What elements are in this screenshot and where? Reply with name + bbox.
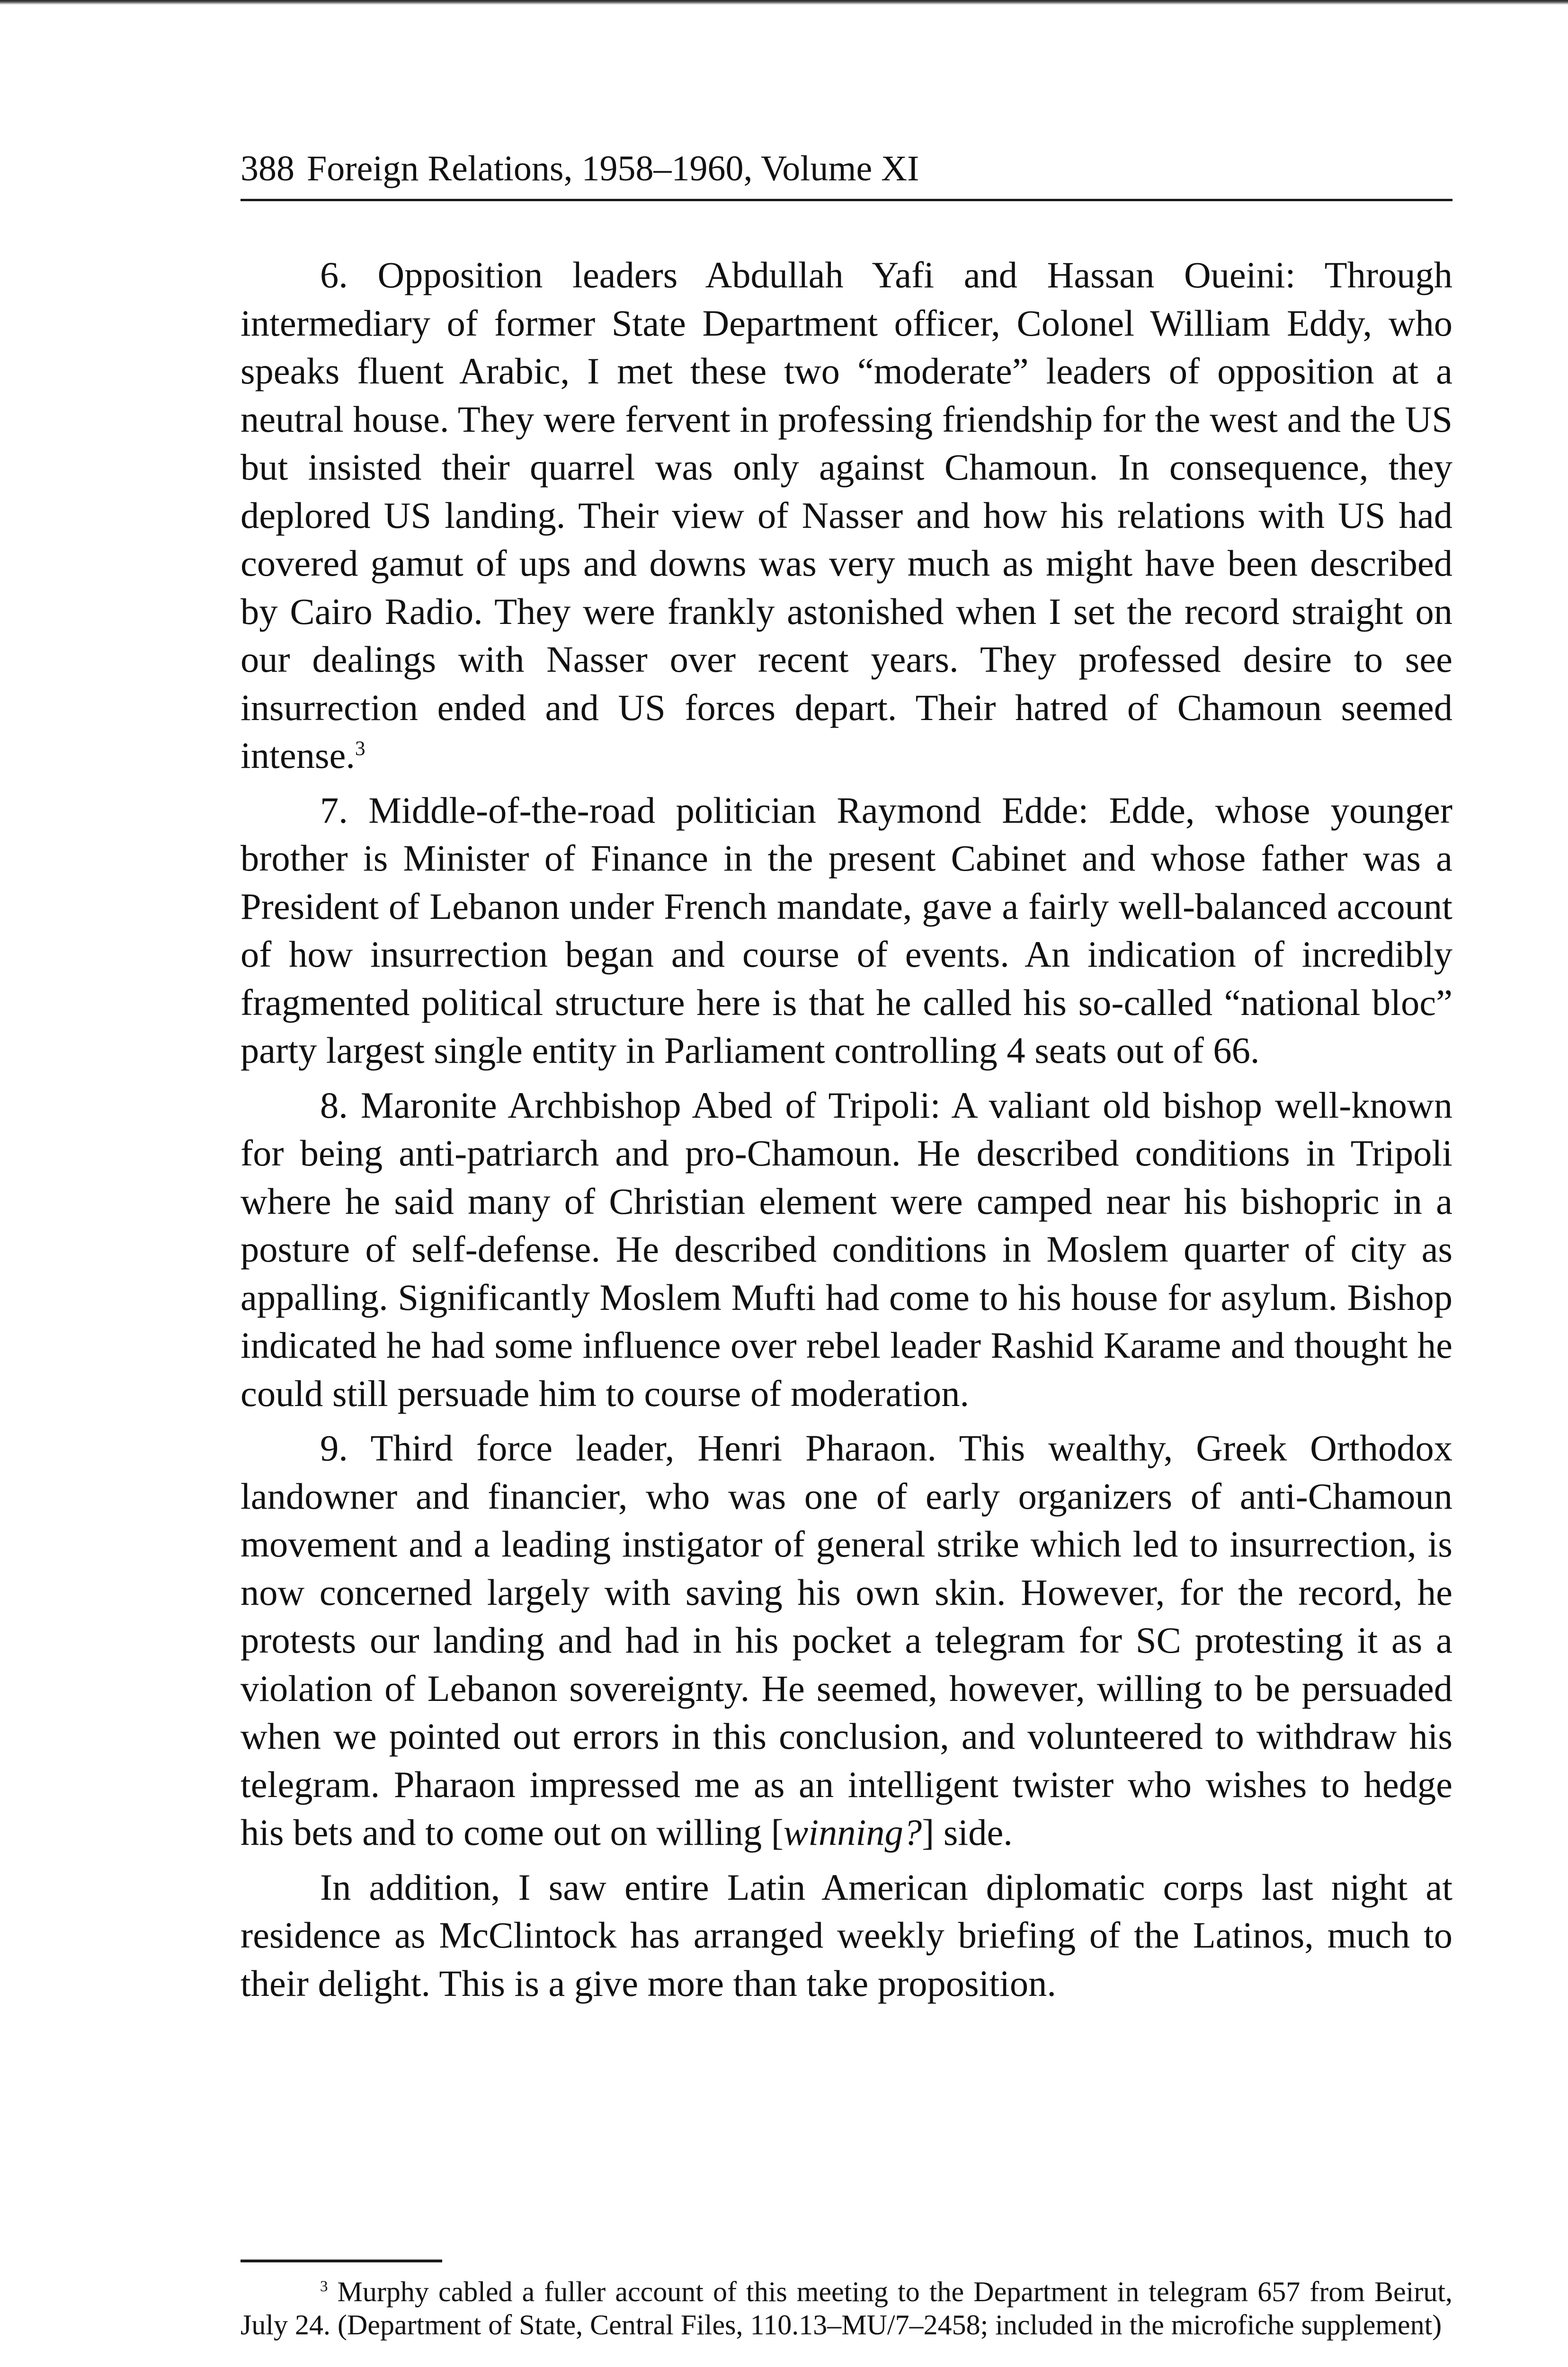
body-text — [241, 251, 1452, 2014]
paragraph-archbishop-abed: 8. Maronite Archbishop Abed of Tripoli: A valiant old bishop well-known for being anti-patriarch and pro-Chamoun. He described conditions in Tripoli where he said many of Christian element were camped near his bishopric in a posture of self-defense. He described conditions in Moslem quarter of city as appalling. Significantly Moslem Mufti had come to his house for asylum. Bishop indicated he had some influence over rebel leader Rashid Karame and thought he could still persuade him to course of moderation. — [241, 1084, 1452, 1414]
footnote-text: Murphy cabled a fuller account of this meeting to the Department in telegram 657 from Beirut, July 24. (Department of State, Central Files, 110.13–MU/7–2458; included in the microfiche supplement) — [241, 2276, 1452, 2340]
footnote-reference: 3 — [355, 737, 365, 760]
scan-top-edge — [0, 0, 1568, 5]
paragraph-edde: 7. Middle-of-the-road politician Raymond Edde: Edde, whose younger brother is Minister of Finance in the present Cabinet and whose father was a President of Lebanon under French mandate, gave a fairly well-balanced account of how insurrection began and course of events. An indication of incredibly fragmented political structure here is that he called his so-called “national bloc” party largest single entity in Parliament controlling 4 seats out of 66. — [241, 789, 1452, 1071]
paragraph-pharaon: 9. Third force leader, Henri Pharaon. This wealthy, Greek Orthodox landowner and financier, who was one of early organizers of anti-Chamoun movement and a leading instigator of general strike which led to insurrection, is now concerned largely with saving his own skin. However, for the record, he protests our landing and had in his pocket a telegram for SC protesting it as a violation of Lebanon sovereignty. He seemed, however, willing to be persuaded when we pointed out errors in this conclusion, and volunteered to withdraw his telegram. Pharaon impressed me as an intelligent twister who wishes to hedge his bets and to come out on willing [winning?] side. — [241, 1427, 1452, 1853]
footnote-divider — [241, 2260, 442, 2262]
running-head — [241, 151, 1452, 201]
bracketed-correction: winning? — [783, 1812, 922, 1853]
paragraph-yafi-oueini: 6. Opposition leaders Abdullah Yafi and Hassan Oueini: Through intermediary of former State Department officer, Colonel William Eddy, who speaks fluent Arabic, I met these two “moderate” leaders of opposition at a neutral house. They were fervent in professing friendship for the west and the US but insisted their quarrel was only against Chamoun. In consequence, they deplored US landing. Their view of Nasser and how his relations with US had covered gamut of ups and downs was very much as might have been described by Cairo Radio. They were frankly astonished when I set the record straight on our dealings with Nasser over recent years. They professed desire to see insurrection ended and US forces depart. Their hatred of Chamoun seemed intense.$^3$ — [241, 254, 1452, 776]
footnote — [241, 2275, 1452, 2341]
volume-title: Foreign Relations, 1958–1960, Volume XI — [307, 149, 919, 188]
page-number: 388 — [241, 149, 294, 188]
footnote-marker: 3 — [320, 2278, 328, 2295]
paragraph-latin-american-corps: In addition, I saw entire Latin American diplomatic corps last night at residence as McClintock has arranged weekly briefing of the Latinos, much to their delight. This is a give more than take proposition. — [241, 1866, 1452, 2004]
